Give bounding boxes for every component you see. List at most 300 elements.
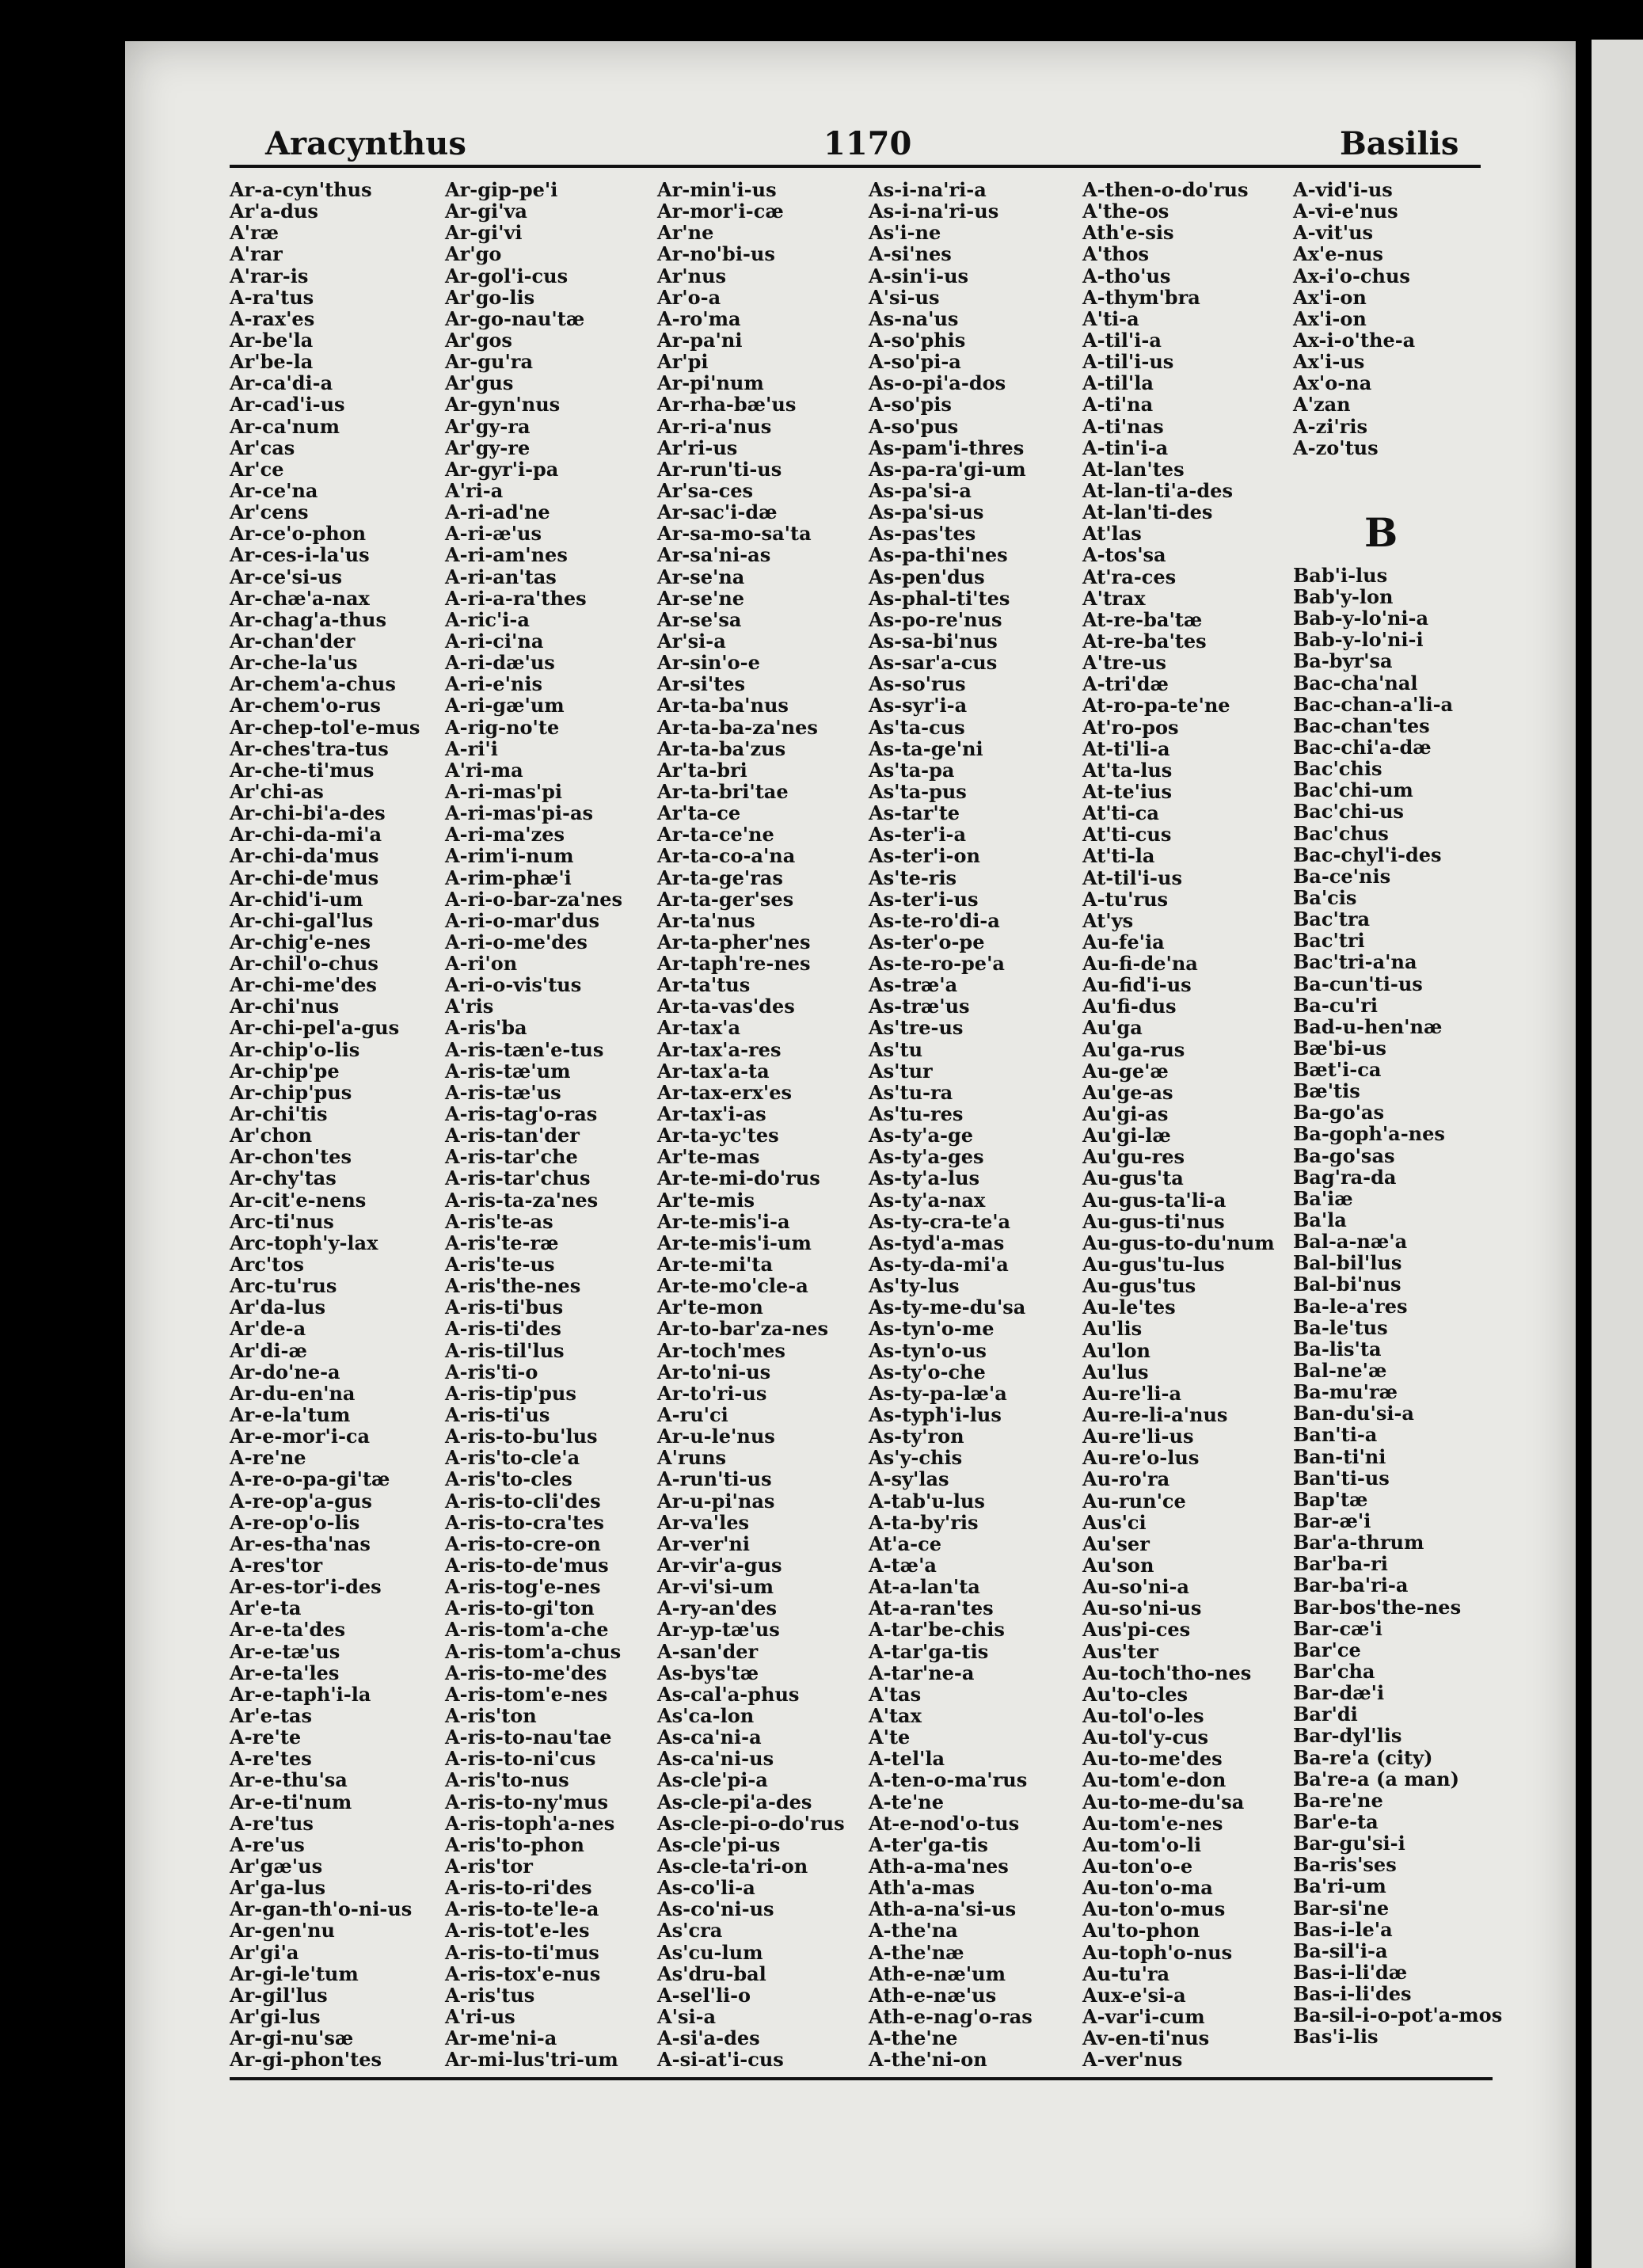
running-head-right: Basilis — [1340, 125, 1459, 162]
headword-entry: Bac-chan'tes — [1293, 714, 1430, 737]
headword-entry: Ar-ce'o-phon — [230, 522, 367, 546]
headword-entry: As'tu-res — [869, 1102, 964, 1126]
headword-entry: Au-so'ni-a — [1082, 1575, 1189, 1599]
headword-entry: Aus'ter — [1082, 1639, 1158, 1663]
headword-entry: A-sy'las — [869, 1467, 949, 1491]
headword-entry: Ar-chig'e-nes — [230, 930, 371, 953]
headword-entry: Ar-ta-vas'des — [657, 995, 795, 1018]
headword-entry: Bar-æ'i — [1293, 1509, 1371, 1533]
headword-entry: Ar-ta-ger'ses — [657, 887, 794, 911]
headword-entry: A-tel'la — [869, 1747, 945, 1771]
headword-entry: As-ta-ge'ni — [869, 736, 983, 760]
headword-entry: Ar-chip'pe — [230, 1059, 340, 1083]
headword-entry: Au-tom'e-nes — [1082, 1811, 1223, 1835]
headword-entry: Ax'i-on — [1293, 285, 1367, 309]
headword-entry: Bas-i-le'a — [1293, 1917, 1393, 1941]
headword-entry: At-a-lan'ta — [869, 1575, 980, 1599]
headword-entry: A'ræ — [230, 221, 280, 245]
headword-entry: Ba-mu'ræ — [1293, 1380, 1398, 1404]
headword-entry: A-sin'i-us — [869, 264, 969, 287]
headword-entry: A-ris-to-nau'tae — [445, 1726, 612, 1749]
headword-entry: Ar-chip'pus — [230, 1080, 352, 1104]
headword-entry: Bar-cæ'i — [1293, 1616, 1382, 1640]
headword-entry: Ar-yp-tæ'us — [657, 1618, 780, 1642]
headword-entry: Bal-ne'æ — [1293, 1359, 1387, 1383]
headword-entry: Au-so'ni-us — [1082, 1596, 1202, 1620]
headword-entry: Bar'e-ta — [1293, 1809, 1379, 1833]
headword-entry: As-pa'si-us — [869, 500, 984, 524]
headword-entry: A'si-a — [657, 2004, 717, 2028]
headword-entry: A'rar — [230, 242, 283, 266]
headword-entry: A-zi'ris — [1293, 414, 1367, 438]
headword-entry: Ar-chon'tes — [230, 1145, 352, 1169]
headword-entry: Au'fi-dus — [1082, 995, 1177, 1018]
entry-column-2 — [445, 179, 622, 2070]
headword-entry: As-co'ni-us — [657, 1897, 774, 1921]
headword-entry: A'ri-us — [445, 2004, 515, 2028]
headword-entry: A'tax — [869, 1703, 922, 1727]
headword-entry: Bar'di — [1293, 1703, 1358, 1726]
headword-entry: As-ty-me-du'sa — [869, 1296, 1026, 1319]
headword-entry: As'ta-pus — [869, 779, 967, 803]
headword-entry: As-ter'i-a — [869, 823, 967, 847]
headword-entry: As-pa-ra'gi-um — [869, 457, 1026, 481]
headword-entry: A'ris — [445, 995, 494, 1018]
headword-entry: Bæ'tis — [1293, 1079, 1360, 1103]
headword-entry: Ar'chi-as — [230, 779, 324, 803]
headword-entry: Ar-rha-bæ'us — [657, 393, 797, 417]
headword-entry: A'thos — [1082, 242, 1150, 266]
headword-entry: A-the'ni-on — [869, 2048, 987, 2072]
headword-entry: Au-tom'o-li — [1082, 1832, 1202, 1856]
headword-entry: As-cle'pi-us — [657, 1832, 781, 1856]
headword-entry: Ba'cis — [1293, 885, 1357, 909]
headword-entry: A-te'ne — [869, 1790, 945, 1813]
headword-entry: Aus'pi-ces — [1082, 1618, 1191, 1642]
headword-entry: Au-toph'o-nus — [1082, 1940, 1233, 1964]
headword-entry: Ar-ta-bri'tae — [657, 779, 789, 803]
headword-entry: As-so'rus — [869, 672, 966, 696]
headword-entry: As-pa'si-a — [869, 478, 972, 502]
headword-entry: A-tæ'a — [869, 1554, 937, 1577]
headword-entry: As-cle-pi'a-des — [657, 1790, 812, 1813]
headword-entry: A-var'i-cum — [1082, 2004, 1205, 2028]
headword-entry: A'tas — [869, 1682, 922, 1706]
headword-entry: A-ris-tox'e-nus — [445, 1962, 601, 1985]
headword-entry: Ar'nus — [657, 264, 727, 287]
headword-entry: Bad-u-hen'næ — [1293, 1014, 1443, 1038]
headword-entry: A-ris'ton — [445, 1703, 537, 1727]
headword-entry: As-co'li-a — [657, 1876, 755, 1900]
headword-entry: A'rar-is — [230, 264, 309, 287]
headword-entry: A-tos'sa — [1082, 543, 1166, 567]
headword-entry: Ar-che-ti'mus — [230, 758, 375, 782]
headword-entry: A-tri'dæ — [1082, 672, 1169, 696]
headword-entry: Ar-tax'i-as — [657, 1102, 766, 1126]
headword-entry: Ar-gi'vi — [445, 221, 523, 245]
headword-entry: Ar'ri-us — [657, 436, 738, 459]
headword-entry: Ar-mi-lus'tri-um — [445, 2048, 618, 2072]
headword-entry: A-ris'ba — [445, 1016, 527, 1040]
headword-entry: A-so'pis — [869, 393, 952, 417]
headword-entry: A'zan — [1293, 393, 1351, 417]
headword-entry: Ba-sil'i-a — [1293, 1939, 1388, 1962]
headword-entry: Ar-sa'ni-as — [657, 543, 771, 567]
headword-entry: Ar-ta-co-a'na — [657, 844, 796, 868]
headword-entry: Ar-toch'mes — [657, 1338, 785, 1362]
headword-entry: Ax'o-na — [1293, 371, 1372, 395]
headword-entry: As-pa-thi'nes — [869, 543, 1008, 567]
headword-entry: A-ri-an'tas — [445, 565, 557, 588]
headword-entry: Ath-e-næ'um — [869, 1962, 1006, 1985]
headword-entry: Ar-chip'o-lis — [230, 1037, 360, 1061]
headword-entry: Au-re'li-a — [1082, 1381, 1182, 1405]
headword-entry: Ar-do'ne-a — [230, 1360, 340, 1383]
headword-entry: A-re'us — [230, 1832, 305, 1856]
headword-entry: At-lan-ti'a-des — [1082, 478, 1233, 502]
headword-entry: Au-to-me-du'sa — [1082, 1790, 1245, 1813]
headword-entry: Ar'ne — [657, 221, 714, 245]
headword-entry: At'ys — [1082, 908, 1134, 932]
headword-entry: Ba-go'as — [1293, 1101, 1384, 1124]
headword-entry: Ar-sac'i-dæ — [657, 500, 778, 524]
headword-entry: At'ta-lus — [1082, 758, 1173, 782]
headword-entry: A-ris'te-as — [445, 1209, 553, 1233]
headword-entry: A-ris-tom'a-chus — [445, 1639, 622, 1663]
headword-entry: A-ri-ci'na — [445, 629, 544, 653]
headword-entry: A-ris-to-ti'mus — [445, 1940, 599, 1964]
headword-entry: As'tur — [869, 1059, 933, 1083]
headword-entry: Bac-chan-a'li-a — [1293, 692, 1454, 716]
headword-entry: At'las — [1082, 522, 1142, 546]
headword-entry: Ar-ta-ce'ne — [657, 823, 774, 847]
entry-column-1 — [230, 179, 420, 2070]
headword-entry: Ar-te-mi'ta — [657, 1253, 774, 1277]
headword-entry: A-rim'i-num — [445, 844, 574, 868]
headword-entry: Bal-bi'nus — [1293, 1273, 1401, 1296]
headword-entry: A-ris-to-me'des — [445, 1661, 607, 1684]
headword-entry: A-ri-dæ'us — [445, 651, 555, 675]
headword-entry: Au-toch'tho-nes — [1082, 1661, 1252, 1684]
headword-entry: Bal-a-næ'a — [1293, 1230, 1408, 1254]
headword-entry: As'ty-lus — [869, 1274, 960, 1298]
headword-entry: Ar-gil'lus — [230, 1983, 328, 2007]
headword-entry: A'the-os — [1082, 200, 1169, 223]
headword-entry: Ar'cas — [230, 436, 295, 459]
headword-entry: Au'ge-as — [1082, 1080, 1173, 1104]
headword-entry: A-ris'tus — [445, 1983, 535, 2007]
headword-entry: As-ter'i-us — [869, 887, 979, 911]
headword-entry: Ar'da-lus — [230, 1296, 325, 1319]
headword-entry: A-ri'i — [445, 736, 498, 760]
running-head-left: Aracynthus — [265, 125, 466, 162]
headword-entry: Ar-chi-bi'a-des — [230, 801, 386, 825]
headword-entry: A-tar'ne-a — [869, 1661, 975, 1684]
headword-entry: A-ris'ti-o — [445, 1360, 538, 1383]
headword-entry: Au-gus-ta'li-a — [1082, 1188, 1227, 1212]
headword-entry: A-re'tes — [230, 1747, 312, 1771]
headword-entry: Au-tol'y-cus — [1082, 1726, 1209, 1749]
headword-entry: Ar'te-mon — [657, 1296, 763, 1319]
headword-entry: Ar-chil'o-chus — [230, 952, 378, 976]
headword-entry: Ar-ches'tra-tus — [230, 736, 389, 760]
headword-entry: Bar'ba-ri — [1293, 1552, 1388, 1576]
headword-entry: Ar-ta-pher'nes — [657, 930, 811, 953]
headword-entry: Ar-to'ri-us — [657, 1381, 767, 1405]
headword-entry: Au-gus-ti'nus — [1082, 1209, 1225, 1233]
headword-entry: Bac-chyl'i-des — [1293, 843, 1442, 866]
headword-entry: A-ris-to-cre-on — [445, 1532, 601, 1555]
headword-entry: Ar'e-tas — [230, 1703, 312, 1727]
headword-entry: Ar-e-taph'i-la — [230, 1682, 371, 1706]
headword-entry: A-san'der — [657, 1639, 759, 1663]
headword-entry: Ar-ta'tus — [657, 973, 751, 997]
headword-entry: A'trax — [1082, 586, 1146, 610]
headword-entry: Ar-gi-nu'sæ — [230, 2026, 354, 2050]
headword-entry: A-ris-tip'pus — [445, 1381, 576, 1405]
headword-entry: A-re'tus — [230, 1811, 314, 1835]
headword-entry: Ar-che-la'us — [230, 651, 358, 675]
headword-entry: Ar-chi-de'mus — [230, 866, 379, 889]
headword-entry: A-rax'es — [230, 306, 315, 330]
headword-entry: Au'son — [1082, 1554, 1154, 1577]
headword-entry: A-ri-e'nis — [445, 672, 542, 696]
headword-entry: As'tu-ra — [869, 1080, 953, 1104]
headword-entry: Ar-min'i-us — [657, 178, 777, 201]
headword-entry: Ar-gi-le'tum — [230, 1962, 359, 1985]
headword-entry: As-cle-pi-o-do'rus — [657, 1811, 845, 1835]
headword-entry: Ban'ti-a — [1293, 1423, 1378, 1447]
headword-entry: As'cra — [657, 1919, 723, 1943]
headword-entry: Ar-ri-a'nus — [657, 414, 772, 438]
headword-entry: A-si-at'i-cus — [657, 2048, 784, 2072]
headword-entry: Ar'ce — [230, 457, 284, 481]
headword-entry: Bar-ba'ri-a — [1293, 1574, 1409, 1597]
headword-entry: As-te-ro'di-a — [869, 908, 1000, 932]
headword-entry: Ar-vi'si-um — [657, 1575, 774, 1599]
headword-entry: Aus'ci — [1082, 1510, 1147, 1534]
headword-entry: A-the'ne — [869, 2026, 958, 2050]
headword-entry: Au-re'o-lus — [1082, 1446, 1200, 1470]
headword-entry: Ar-chem'a-chus — [230, 672, 396, 696]
headword-entry: Ar-pa'ni — [657, 328, 743, 352]
headword-entry: Ar-ta-ba'nus — [657, 694, 789, 717]
headword-entry: Au'to-phon — [1082, 1919, 1200, 1943]
headword-entry: Au-fe'ia — [1082, 930, 1165, 953]
headword-entry: As-tyd'a-mas — [869, 1231, 1005, 1254]
headword-entry: Ar-tax'a-res — [657, 1037, 782, 1061]
headword-entry: Au'ser — [1082, 1532, 1150, 1555]
headword-entry: Ar-e-ti'num — [230, 1790, 352, 1813]
headword-entry: As-o-pi'a-dos — [869, 371, 1006, 395]
headword-entry: A-run'ti-us — [657, 1467, 772, 1491]
headword-entry: As-cle-ta'ri-on — [657, 1854, 808, 1878]
headword-entry: A-ris-toph'a-nes — [445, 1811, 615, 1835]
headword-entry: A-tu'rus — [1082, 887, 1169, 911]
headword-entry: A-ris-to-de'mus — [445, 1554, 609, 1577]
headword-entry: Au-gus-to-du'num — [1082, 1231, 1275, 1254]
headword-entry: Au'lus — [1082, 1360, 1149, 1383]
headword-entry: Ar-ta-ba-za'nes — [657, 715, 818, 739]
headword-entry: A-ric'i-a — [445, 607, 530, 631]
headword-entry: A-ris-tag'o-ras — [445, 1102, 598, 1126]
headword-entry: Au'gi-læ — [1082, 1124, 1171, 1147]
headword-entry: As-træ'us — [869, 995, 970, 1018]
headword-entry: Ath-a-ma'nes — [869, 1854, 1009, 1878]
headword-entry: As'tu — [869, 1037, 923, 1061]
headword-entry: A-ris-to-bu'lus — [445, 1425, 598, 1448]
headword-entry: Ar-gi'va — [445, 200, 527, 223]
headword-entry: Bag'ra-da — [1293, 1165, 1397, 1189]
headword-entry: A-the'næ — [869, 1940, 964, 1964]
headword-entry: Ar'cens — [230, 500, 309, 524]
headword-entry: Ban-ti'ni — [1293, 1444, 1386, 1468]
headword-entry: A-re'ne — [230, 1446, 306, 1470]
headword-entry: A-ten-o-ma'rus — [869, 1768, 1028, 1792]
headword-entry: Bar-gu'si-i — [1293, 1832, 1405, 1855]
headword-entry: Au-tol'o-les — [1082, 1703, 1204, 1727]
headword-entry: Ath-e-nag'o-ras — [869, 2004, 1033, 2028]
headword-entry: Au'gi-as — [1082, 1102, 1169, 1126]
headword-entry: At'a-ce — [869, 1532, 942, 1555]
headword-entry: Ar-taph're-nes — [657, 952, 811, 976]
headword-entry: Ar-te-mis'i-a — [657, 1209, 790, 1233]
headword-entry: Ar-e-la'tum — [230, 1403, 351, 1427]
headword-entry: Ba'ri-um — [1293, 1874, 1386, 1898]
headword-entry: Ar-ta-ge'ras — [657, 866, 783, 889]
headword-entry: As-pam'i-thres — [869, 436, 1025, 459]
headword-entry: At'ti-ca — [1082, 801, 1159, 825]
headword-entry: Ar-ce'si-us — [230, 565, 343, 588]
headword-entry: Ar-chi'nus — [230, 995, 340, 1018]
headword-entry: Ar-gol'i-cus — [445, 264, 569, 287]
headword-entry: Bar-si'ne — [1293, 1896, 1390, 1920]
headword-entry: A-ris'te-us — [445, 1253, 555, 1277]
headword-entry: Au'gu-res — [1082, 1145, 1185, 1169]
headword-entry: Ar-cit'e-nens — [230, 1188, 367, 1212]
headword-entry: Bar'ce — [1293, 1638, 1361, 1661]
headword-entry: Ar'gus — [445, 371, 514, 395]
headword-entry: Au-fi-de'na — [1082, 952, 1198, 976]
headword-entry: Au-run'ce — [1082, 1489, 1186, 1513]
headword-entry: Ar'gæ'us — [230, 1854, 323, 1878]
headword-entry: Bæt'i-ca — [1293, 1058, 1382, 1082]
headword-entry: As-ty'ron — [869, 1425, 964, 1448]
headword-entry: Au-re'li-us — [1082, 1425, 1194, 1448]
headword-entry: Ar-es-tor'i-des — [230, 1575, 382, 1599]
headword-entry: Ba'iæ — [1293, 1186, 1353, 1210]
headword-entry: As-ter'i-on — [869, 844, 980, 868]
headword-entry: A-tab'u-lus — [869, 1489, 985, 1513]
headword-entry: A-the'na — [869, 1919, 958, 1943]
headword-entry: A-vit'us — [1293, 221, 1374, 245]
headword-entry: A-res'tor — [230, 1554, 323, 1577]
headword-entry: Ar'go — [445, 242, 502, 266]
headword-entry: Au'lon — [1082, 1338, 1150, 1362]
headword-entry: Au-fid'i-us — [1082, 973, 1192, 997]
headword-entry: Bac'tri — [1293, 929, 1365, 953]
headword-entry: A-ri-ad'ne — [445, 500, 550, 524]
headword-entry: Ba-sil-i-o-pot'a-mos — [1293, 2004, 1503, 2027]
headword-entry: A-ris'to-nus — [445, 1768, 569, 1792]
headword-entry: Ba-ris'ses — [1293, 1853, 1397, 1877]
headword-entry: A-ta-by'ris — [869, 1510, 979, 1534]
headword-entry: A-ris'to-cles — [445, 1467, 572, 1491]
headword-entry: A-tar'ga-tis — [869, 1639, 989, 1663]
headword-entry: Ba-le-a'res — [1293, 1294, 1408, 1318]
headword-entry: Bar'a-thrum — [1293, 1531, 1424, 1554]
headword-entry: A-ris-tæ'us — [445, 1080, 561, 1104]
headword-entry: Ar-ces-i-la'us — [230, 543, 370, 567]
headword-entry: A-til'i-us — [1082, 350, 1174, 374]
headword-entry: Ar-chi-da-mi'a — [230, 823, 382, 847]
headword-entry: Bac-chi'a-dæ — [1293, 735, 1432, 759]
headword-entry: As-cle'pi-a — [657, 1768, 768, 1792]
headword-entry: Ar'si-a — [657, 629, 726, 653]
headword-entry: A-then-o-do'rus — [1082, 178, 1249, 201]
headword-entry: As-tyn'o-me — [869, 1317, 995, 1341]
headword-entry: As'y-chis — [869, 1446, 963, 1470]
headword-entry: Ar-e-tæ'us — [230, 1639, 340, 1663]
headword-entry: Ar-gi-phon'tes — [230, 2048, 382, 2072]
headword-entry: Ar-e-thu'sa — [230, 1768, 348, 1792]
headword-entry: A-ris-ti'us — [445, 1403, 550, 1427]
headword-entry: A-zo'tus — [1293, 436, 1379, 459]
headword-entry: Ba'la — [1293, 1208, 1347, 1232]
headword-entry: Ar-ta-yc'tes — [657, 1124, 779, 1147]
headword-entry: Ar'di-æ — [230, 1338, 307, 1362]
headword-entry: At-lan'ti-des — [1082, 500, 1213, 524]
headword-entry: A-ris-to-gi'ton — [445, 1596, 595, 1620]
headword-entry: Ar-ca'num — [230, 414, 340, 438]
headword-entry: Au-tom'e-don — [1082, 1768, 1227, 1792]
headword-entry: A-ri-ma'zes — [445, 823, 565, 847]
headword-entry: At-te'ius — [1082, 779, 1173, 803]
headword-entry: As'cu-lum — [657, 1940, 763, 1964]
headword-entry: Ar-gyr'i-pa — [445, 457, 559, 481]
headword-entry: A-vi-e'nus — [1293, 200, 1398, 223]
entry-column-5 — [1082, 179, 1275, 2070]
headword-entry: Arc-toph'y-lax — [230, 1231, 378, 1254]
headword-entry: At'ro-pos — [1082, 715, 1179, 739]
headword-entry: A-ri-mas'pi-as — [445, 801, 594, 825]
headword-entry: At'ra-ces — [1082, 565, 1177, 588]
headword-entry: Ar'chon — [230, 1124, 313, 1147]
headword-entry: Au-tu'ra — [1082, 1962, 1170, 1985]
headword-entry: At'ti-cus — [1082, 823, 1172, 847]
headword-entry: Ar-be'la — [230, 328, 314, 352]
headword-entry: Ar-chy'tas — [230, 1166, 337, 1190]
headword-entry: A-ri-o-mar'dus — [445, 908, 599, 932]
headword-entry: As'te-ris — [869, 866, 957, 889]
headword-entry: A-so'pi-a — [869, 350, 961, 374]
headword-entry: Ar-chan'der — [230, 629, 356, 653]
headword-entry: At-lan'tes — [1082, 457, 1185, 481]
headword-entry: A-re-op'a-gus — [230, 1489, 372, 1513]
headword-entry: Av-en-ti'nus — [1082, 2026, 1210, 2050]
headword-entry: A-ris-to-ri'des — [445, 1876, 592, 1900]
headword-entry: Ar-gen'nu — [230, 1919, 335, 1943]
headword-entry: A-ris-tar'che — [445, 1145, 578, 1169]
headword-entry: Ar-e-ta'des — [230, 1618, 346, 1642]
headword-entry: Au-ton'o-e — [1082, 1854, 1193, 1878]
headword-entry: Ar-tax'a-ta — [657, 1059, 770, 1083]
headword-entry: As-ty-pa-læ'a — [869, 1381, 1007, 1405]
headword-entry: A-tin'i-a — [1082, 436, 1169, 459]
headword-entry: Ar-sin'o-e — [657, 651, 760, 675]
headword-entry: As-bys'tæ — [657, 1661, 759, 1684]
headword-entry: Ar-e-mor'i-ca — [230, 1425, 371, 1448]
